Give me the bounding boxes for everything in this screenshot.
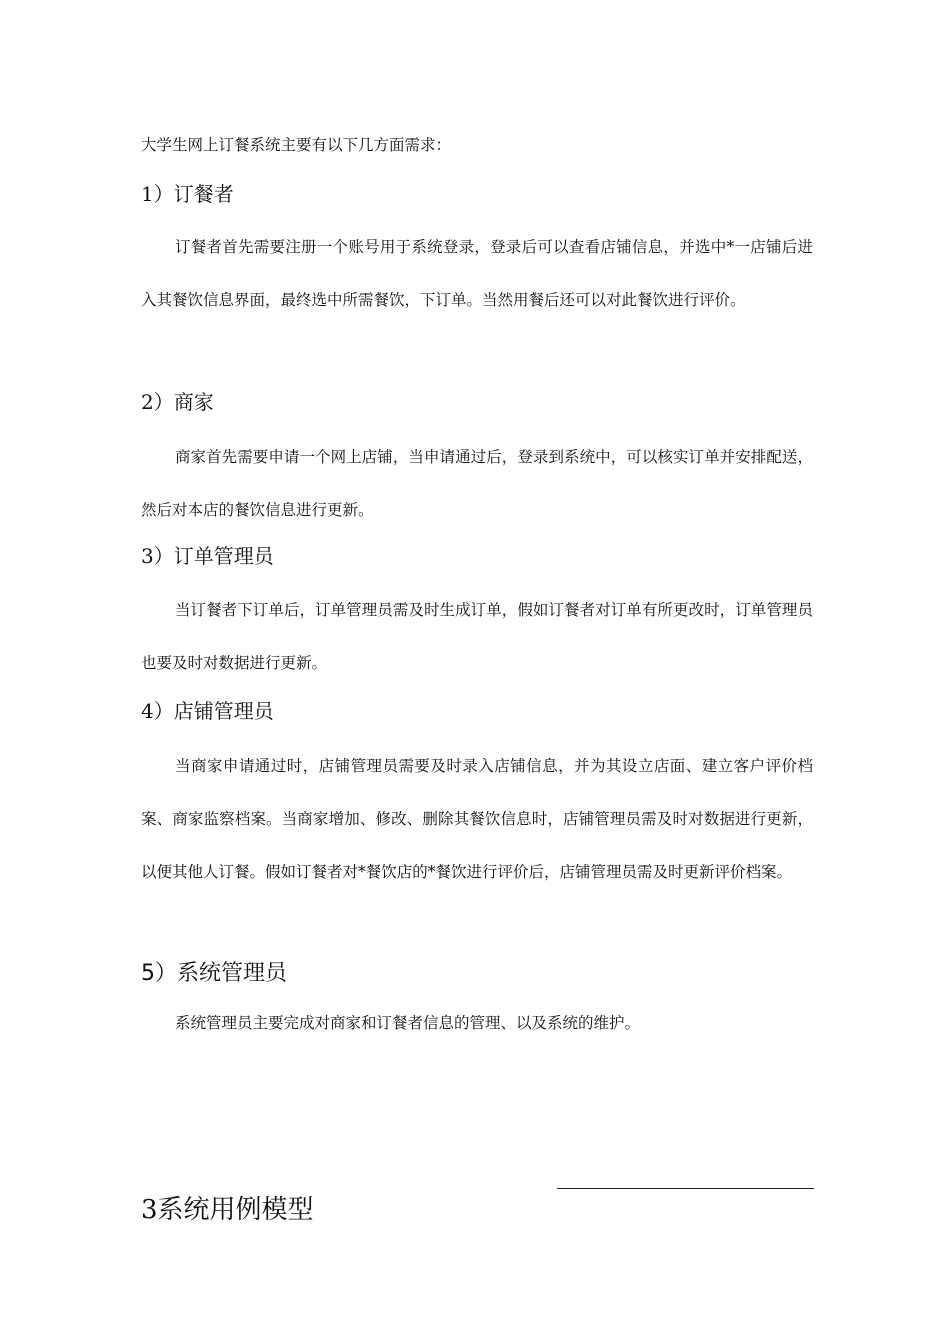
section-body-orderer: 订餐者首先需要注册一个账号用于系统登录，登录后可以查看店铺信息，并选中*一店铺后进入其餐饮信息界面，最终选中所需餐饮，下订单。当然用餐后还可以对此餐饮进行评价。 [141, 238, 813, 309]
section-heading-store-admin: 4）店铺管理员 [141, 699, 274, 723]
intro-text: 大学生网上订餐系统主要有以下几方面需求： [141, 136, 452, 154]
section-body-order-admin: 当订餐者下订单后，订单管理员需及时生成订单，假如订餐者对订单有所更改时，订单管理员也要及时对数据进行更新。 [141, 601, 813, 672]
section-heading-order-admin: 3）订单管理员 [141, 544, 274, 568]
section-body-store-admin: 当商家申请通过时，店铺管理员需要及时录入店铺信息，并为其设立店面、建立客户评价档案、商家监察档案。当商家增加、修改、删除其餐饮信息时，店铺管理员需及时对数据进行更新，以便其他人订餐。假如订餐者对*餐饮店的*餐饮进行评价后，店铺管理员需及时更新评价档案。 [141, 757, 813, 881]
section-body-system-admin: 系统管理员主要完成对商家和订餐者信息的管理、以及系统的维护。 [175, 1014, 641, 1032]
chapter-title: 3系统用例模型 [141, 1195, 314, 1225]
section-body-merchant: 商家首先需要申请一个网上店铺，当申请通过后，登录到系统中，可以核实订单并安排配送，然后对本店的餐饮信息进行更新。 [141, 448, 813, 519]
section-heading-system-admin: 5）系统管理员 [141, 961, 287, 986]
footer-divider-line [557, 1188, 814, 1189]
section-heading-orderer: 1）订餐者 [141, 182, 234, 206]
section-heading-merchant: 2）商家 [141, 390, 214, 414]
